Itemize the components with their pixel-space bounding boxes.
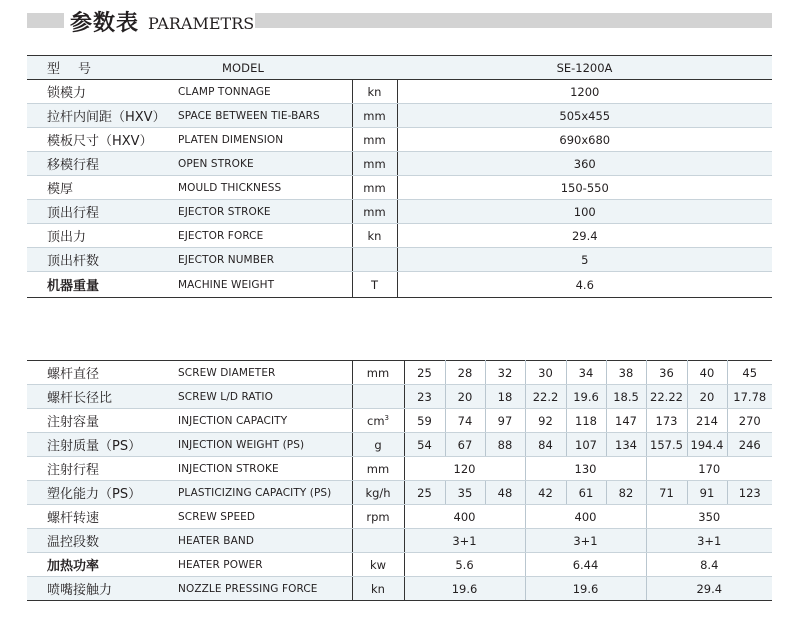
spec-label-en: CLAMP TONNAGE — [172, 80, 352, 104]
value-cell: 42 — [525, 481, 566, 505]
value-cell: 71 — [646, 481, 687, 505]
value-cell: 32 — [485, 361, 525, 385]
value-cell: 123 — [727, 481, 772, 505]
spec-label-en: PLATEN DIMENSION — [172, 128, 352, 152]
value-cell: 20 — [445, 385, 485, 409]
row-label-en: INJECTION WEIGHT (PS) — [172, 433, 352, 457]
value-cell: 25 — [404, 361, 445, 385]
row-unit: kw — [352, 553, 404, 577]
spec-value: 150-550 — [397, 176, 772, 200]
value-cell: 350 — [646, 505, 772, 529]
spec-label-cn: 拉杆内间距（HXV） — [27, 104, 172, 128]
value-cell: 3+1 — [404, 529, 525, 553]
row-label-en: INJECTION CAPACITY — [172, 409, 352, 433]
value-cell: 22.22 — [646, 385, 687, 409]
value-cell: 107 — [566, 433, 606, 457]
screw-speed-row — [27, 505, 772, 529]
spec-unit: mm — [352, 176, 397, 200]
value-cell: 45 — [727, 361, 772, 385]
value-cell: 61 — [566, 481, 606, 505]
value-cell: 17.78 — [727, 385, 772, 409]
value-cell: 34 — [566, 361, 606, 385]
value-cell: 400 — [525, 505, 646, 529]
row-label-cn: 注射容量 — [27, 409, 172, 433]
header-bar-right — [255, 13, 772, 28]
spec-row — [27, 152, 772, 176]
spec-unit: T — [352, 272, 397, 298]
spec-label-cn: 模板尺寸（HXV） — [27, 128, 172, 152]
spec-unit: kn — [352, 224, 397, 248]
unit-superscript: 3 — [384, 413, 389, 422]
value-cell: 82 — [606, 481, 646, 505]
spec-unit: mm — [352, 200, 397, 224]
value-cell: 20 — [687, 385, 727, 409]
nozzle-force-row — [27, 577, 772, 601]
spec-label-en: MOULD THICKNESS — [172, 176, 352, 200]
value-cell: 19.6 — [404, 577, 525, 601]
spec-value: 29.4 — [397, 224, 772, 248]
heater-power-row — [27, 553, 772, 577]
spec-label-en: MACHINE WEIGHT — [172, 272, 352, 298]
spec-row — [27, 104, 772, 128]
model-row — [27, 56, 772, 80]
row-label-cn: 加热功率 — [27, 553, 172, 577]
row-unit: kn — [352, 577, 404, 601]
header-bar-left — [27, 13, 64, 28]
spec-label-en: EJECTOR FORCE — [172, 224, 352, 248]
spec-row — [27, 272, 772, 298]
spec-label-en: EJECTOR NUMBER — [172, 248, 352, 272]
value-cell: 28 — [445, 361, 485, 385]
spec-row — [27, 128, 772, 152]
spec-value: 360 — [397, 152, 772, 176]
row-label-cn: 螺杆长径比 — [27, 385, 172, 409]
spec-value: 690x680 — [397, 128, 772, 152]
value-cell: 5.6 — [404, 553, 525, 577]
value-cell: 118 — [566, 409, 606, 433]
row-label-en: SCREW SPEED — [172, 505, 352, 529]
injection-weight-row — [27, 433, 772, 457]
value-cell: 173 — [646, 409, 687, 433]
model-value: SE-1200A — [397, 56, 772, 80]
row-unit: kg/h — [352, 481, 404, 505]
spec-label-cn: 机器重量 — [27, 272, 172, 298]
spec-label-cn: 顶出杆数 — [27, 248, 172, 272]
value-cell: 29.4 — [646, 577, 772, 601]
value-cell: 35 — [445, 481, 485, 505]
value-cell: 246 — [727, 433, 772, 457]
spec-unit: mm — [352, 128, 397, 152]
row-label-cn: 注射质量（PS） — [27, 433, 172, 457]
value-cell: 18 — [485, 385, 525, 409]
value-cell: 40 — [687, 361, 727, 385]
spec-value: 1200 — [397, 80, 772, 104]
value-cell: 270 — [727, 409, 772, 433]
screw-ld-ratio-row — [27, 385, 772, 409]
row-label-cn: 温控段数 — [27, 529, 172, 553]
spec-label-cn: 模厚 — [27, 176, 172, 200]
value-cell: 67 — [445, 433, 485, 457]
value-cell: 91 — [687, 481, 727, 505]
row-unit — [352, 385, 404, 409]
value-cell: 3+1 — [525, 529, 646, 553]
row-unit — [352, 409, 404, 433]
value-cell: 30 — [525, 361, 566, 385]
model-label-cn: 型号 — [27, 56, 172, 80]
value-cell: 134 — [606, 433, 646, 457]
row-unit: rpm — [352, 505, 404, 529]
spec-row — [27, 224, 772, 248]
injection-parameters-table — [27, 360, 772, 601]
spec-row — [27, 248, 772, 272]
injection-capacity-row — [27, 409, 772, 433]
row-label-en: HEATER POWER — [172, 553, 352, 577]
page-title-cn: 参数表 — [70, 11, 140, 36]
value-cell: 18.5 — [606, 385, 646, 409]
value-cell: 157.5 — [646, 433, 687, 457]
row-unit — [352, 529, 404, 553]
value-cell: 54 — [404, 433, 445, 457]
row-unit: g — [352, 433, 404, 457]
value-cell: 88 — [485, 433, 525, 457]
row-label-cn: 喷嘴接触力 — [27, 577, 172, 601]
spec-label-cn: 锁模力 — [27, 80, 172, 104]
value-cell: 400 — [404, 505, 525, 529]
value-cell: 92 — [525, 409, 566, 433]
spec-unit: kn — [352, 80, 397, 104]
spec-label-cn: 移模行程 — [27, 152, 172, 176]
value-cell: 36 — [646, 361, 687, 385]
value-cell: 130 — [525, 457, 646, 481]
value-cell: 25 — [404, 481, 445, 505]
general-parameters-table — [27, 55, 772, 298]
value-cell: 170 — [646, 457, 772, 481]
value-cell: 214 — [687, 409, 727, 433]
row-label-cn: 螺杆直径 — [27, 361, 172, 385]
value-cell: 147 — [606, 409, 646, 433]
row-unit: mm — [352, 457, 404, 481]
screw-diameter-row — [27, 361, 772, 385]
value-cell: 97 — [485, 409, 525, 433]
value-cell: 6.44 — [525, 553, 646, 577]
spec-value: 5 — [397, 248, 772, 272]
model-label-en: MODEL — [172, 56, 352, 80]
value-cell: 194.4 — [687, 433, 727, 457]
spec-value: 505x455 — [397, 104, 772, 128]
row-label-en: INJECTION STROKE — [172, 457, 352, 481]
page-title-en: PARAMETRS — [148, 14, 255, 33]
value-cell: 23 — [404, 385, 445, 409]
spec-label-en: SPACE BETWEEN TIE-BARS — [172, 104, 352, 128]
spec-row — [27, 80, 772, 104]
spec-unit: mm — [352, 152, 397, 176]
value-cell: 3+1 — [646, 529, 772, 553]
value-cell: 22.2 — [525, 385, 566, 409]
value-cell: 8.4 — [646, 553, 772, 577]
value-cell: 19.6 — [566, 385, 606, 409]
value-cell: 59 — [404, 409, 445, 433]
spec-value: 4.6 — [397, 272, 772, 298]
spec-value: 100 — [397, 200, 772, 224]
value-cell: 48 — [485, 481, 525, 505]
value-cell: 38 — [606, 361, 646, 385]
spec-unit: mm — [352, 104, 397, 128]
row-label-en: NOZZLE PRESSING FORCE — [172, 577, 352, 601]
spec-unit — [352, 248, 397, 272]
row-label-en: PLASTICIZING CAPACITY (PS) — [172, 481, 352, 505]
spec-label-cn: 顶出行程 — [27, 200, 172, 224]
row-label-en: SCREW L/D RATIO — [172, 385, 352, 409]
plasticizing-capacity-row — [27, 481, 772, 505]
row-label-en: SCREW DIAMETER — [172, 361, 352, 385]
heater-band-row — [27, 529, 772, 553]
row-label-cn: 注射行程 — [27, 457, 172, 481]
spec-row — [27, 200, 772, 224]
row-label-cn: 塑化能力（PS） — [27, 481, 172, 505]
spec-label-cn: 顶出力 — [27, 224, 172, 248]
value-cell: 84 — [525, 433, 566, 457]
spec-label-en: EJECTOR STROKE — [172, 200, 352, 224]
spec-row — [27, 176, 772, 200]
value-cell: 74 — [445, 409, 485, 433]
unit-base: cm — [367, 413, 385, 428]
row-label-en: HEATER BAND — [172, 529, 352, 553]
model-unit-blank — [352, 56, 397, 80]
spec-label-en: OPEN STROKE — [172, 152, 352, 176]
row-label-cn: 螺杆转速 — [27, 505, 172, 529]
value-cell: 19.6 — [525, 577, 646, 601]
injection-stroke-row — [27, 457, 772, 481]
value-cell: 120 — [404, 457, 525, 481]
row-unit: mm — [352, 361, 404, 385]
